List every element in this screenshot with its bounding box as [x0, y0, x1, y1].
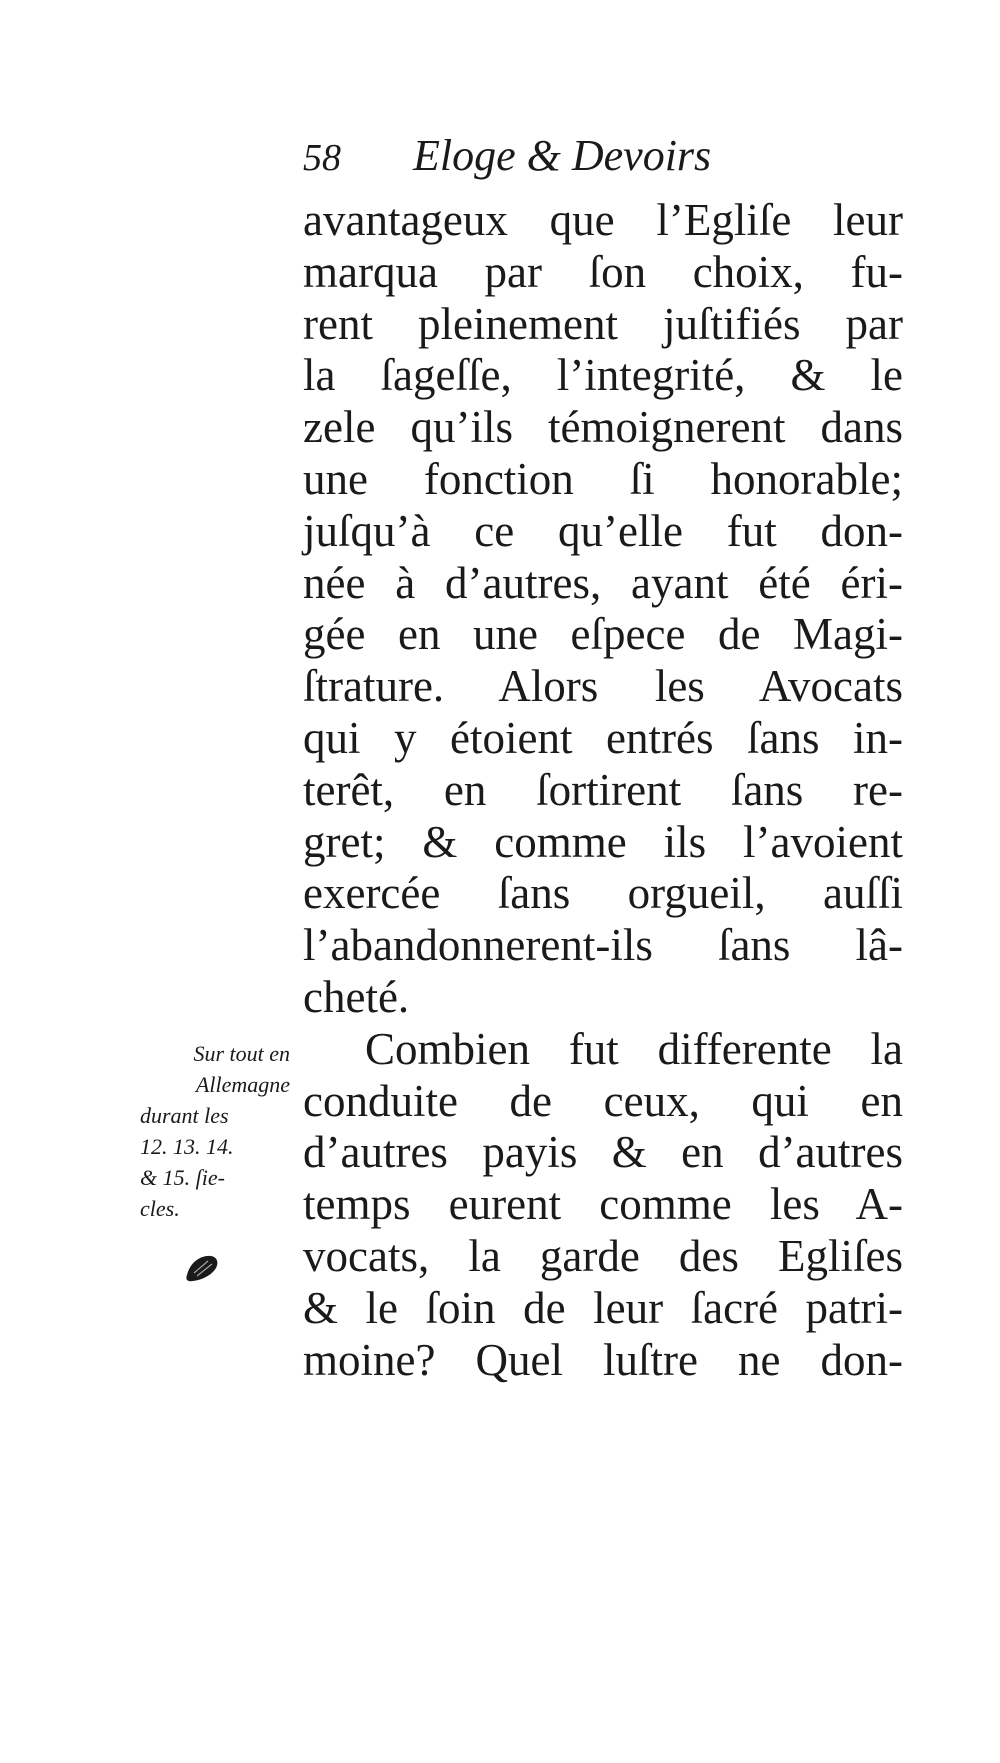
margin-note-line: Allemagne — [195, 1072, 290, 1097]
text-line: terêt, en ſortirent ſans re- — [303, 764, 903, 815]
text-line: gret; & comme ils l’avoient — [303, 816, 903, 867]
text-line: Combien fut differente la — [365, 1023, 903, 1074]
text-line: cheté. — [303, 971, 410, 1022]
text-line: marqua par ſon choix, fu- — [303, 246, 903, 297]
body-text — [303, 195, 903, 1386]
text-line: d’autres payis & en d’autres — [303, 1127, 903, 1178]
text-line: exercée ſans orgueil, auſſi — [303, 868, 903, 919]
text-line: qui y étoient entrés ſans in- — [303, 712, 903, 763]
running-title: Eloge & Devoirs — [413, 131, 712, 180]
text-line: vocats, la garde des Egliſes — [303, 1230, 903, 1281]
text-line: l’abandonnerent-ils ſans lâ- — [303, 920, 903, 971]
text-line: avantageux que l’Egliſe leur — [303, 195, 903, 245]
margin-note — [140, 1038, 290, 1224]
text-line: temps eurent comme les A- — [303, 1179, 903, 1230]
page-number: 58 — [303, 137, 341, 179]
text-line: gée en une eſpece de Magi- — [303, 609, 903, 660]
ink-blot-icon — [184, 1253, 220, 1283]
running-head — [303, 130, 903, 190]
text-line: ſtrature. Alors les Avocats — [303, 661, 903, 712]
margin-note-line: 12. 13. 14. — [140, 1134, 234, 1159]
paragraph-continuation — [303, 195, 903, 1024]
text-line: juſqu’à ce qu’elle fut don- — [303, 505, 903, 556]
text-line: rent pleinement juſtifiés par — [303, 298, 903, 349]
text-line: moine? Quel luſtre ne don- — [303, 1334, 903, 1385]
margin-note-line: durant les — [140, 1103, 229, 1128]
text-line: & le ſoin de leur ſacré patri- — [303, 1282, 903, 1333]
text-line: la ſageſſe, l’integrité, & le — [303, 350, 903, 401]
text-line: conduite de ceux, qui en — [303, 1075, 903, 1126]
margin-note-line: cles. — [140, 1196, 180, 1221]
margin-note-line: Sur tout en — [193, 1041, 290, 1066]
text-line: zele qu’ils témoignerent dans — [303, 402, 903, 453]
text-line: une fonction ſi honorable; — [303, 453, 903, 504]
paragraph-combien — [303, 1024, 903, 1387]
margin-note-line: & 15. ſie- — [140, 1165, 225, 1190]
text-line: née à d’autres, ayant été éri- — [303, 557, 903, 608]
